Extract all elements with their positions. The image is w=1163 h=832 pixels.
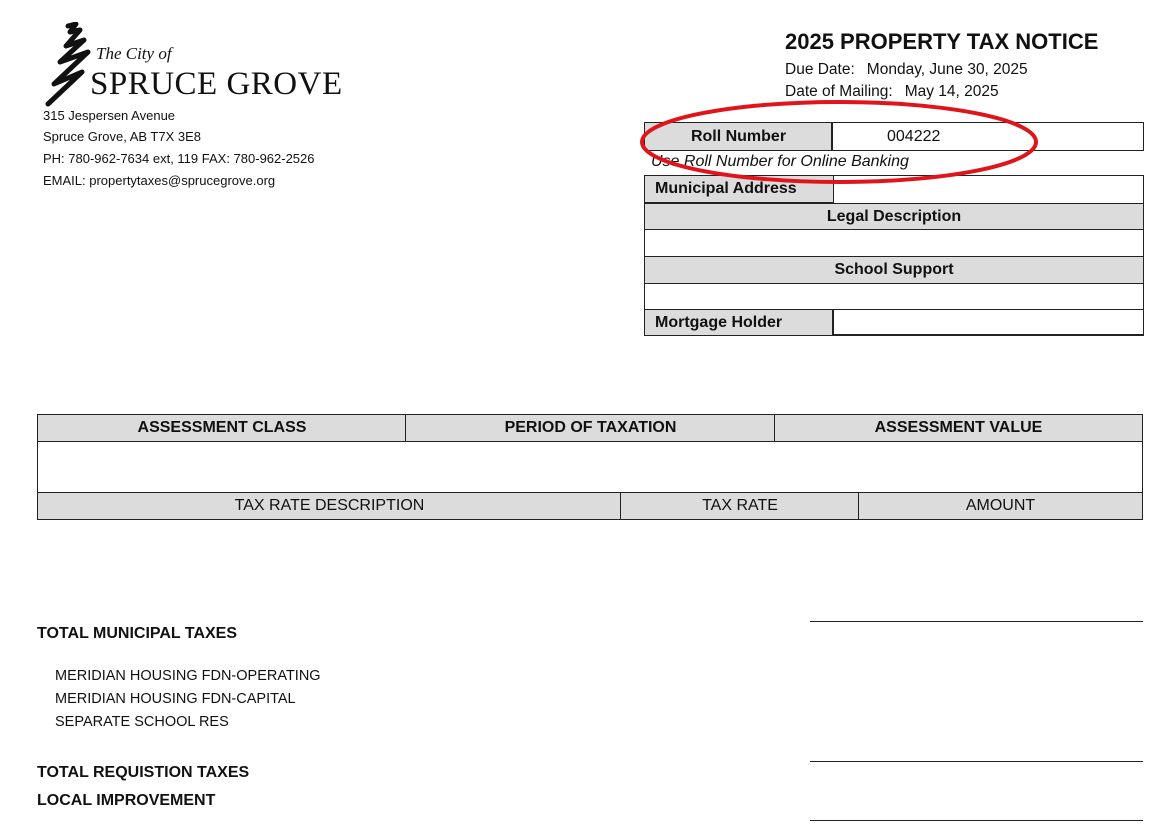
legal-description-value bbox=[644, 229, 1144, 257]
due-date-label: Due Date: bbox=[785, 61, 855, 78]
local-improvement: LOCAL IMPROVEMENT bbox=[37, 792, 216, 809]
mortgage-holder-value bbox=[832, 309, 1144, 336]
highlight-oval-icon bbox=[636, 96, 1042, 192]
total-requisition-taxes: TOTAL REQUISTION TAXES bbox=[37, 764, 250, 781]
legal-description-label: Legal Description bbox=[644, 203, 1144, 230]
address-line: 315 Jespersen Avenue bbox=[43, 108, 176, 123]
school-support-label: School Support bbox=[644, 256, 1144, 284]
requisition-total-rule bbox=[810, 761, 1143, 762]
notice-title: 2025 PROPERTY TAX NOTICE bbox=[785, 29, 1099, 54]
tax-rate-description-header: TAX RATE DESCRIPTION bbox=[37, 492, 622, 520]
mortgage-holder-label: Mortgage Holder bbox=[644, 309, 834, 336]
municipal-total-rule bbox=[810, 621, 1143, 622]
mailing-date-value: May 14, 2025 bbox=[904, 83, 999, 100]
roll-number-label: Roll Number bbox=[644, 122, 833, 151]
assessment-row bbox=[37, 441, 1143, 493]
assessment-class-header: ASSESSMENT CLASS bbox=[37, 414, 407, 442]
roll-number-value: 004222 bbox=[831, 122, 1144, 151]
online-banking-note: Use Roll Number for Online Banking bbox=[651, 153, 909, 170]
local-improvement-rule bbox=[810, 820, 1143, 821]
address-line: Spruce Grove, AB T7X 3E8 bbox=[43, 129, 202, 144]
due-date-value: Monday, June 30, 2025 bbox=[866, 61, 1028, 78]
email-line: EMAIL: propertytaxes@sprucegrove.org bbox=[43, 173, 276, 188]
tax-rate-header: TAX RATE bbox=[620, 492, 860, 520]
requisition-item: SEPARATE SCHOOL RES bbox=[55, 714, 229, 730]
logo-wordmark-small: The City of bbox=[96, 44, 172, 63]
due-date bbox=[785, 61, 1028, 79]
requisition-item: MERIDIAN HOUSING FDN-OPERATING bbox=[55, 668, 321, 684]
municipal-address-label: Municipal Address bbox=[644, 175, 834, 203]
total-municipal-taxes: TOTAL MUNICIPAL TAXES bbox=[37, 625, 238, 642]
phone-fax-line: PH: 780-962-7634 ext, 119 FAX: 780-962-2526 bbox=[43, 151, 315, 166]
requisition-item: MERIDIAN HOUSING FDN-CAPITAL bbox=[55, 691, 296, 707]
period-of-taxation-header: PERIOD OF TAXATION bbox=[405, 414, 776, 442]
amount-header: AMOUNT bbox=[858, 492, 1143, 520]
school-support-value bbox=[644, 283, 1144, 310]
logo-wordmark: SPRUCE GROVE bbox=[90, 66, 343, 102]
mailing-date-label: Date of Mailing: bbox=[785, 83, 893, 100]
assessment-value-header: ASSESSMENT VALUE bbox=[774, 414, 1143, 442]
